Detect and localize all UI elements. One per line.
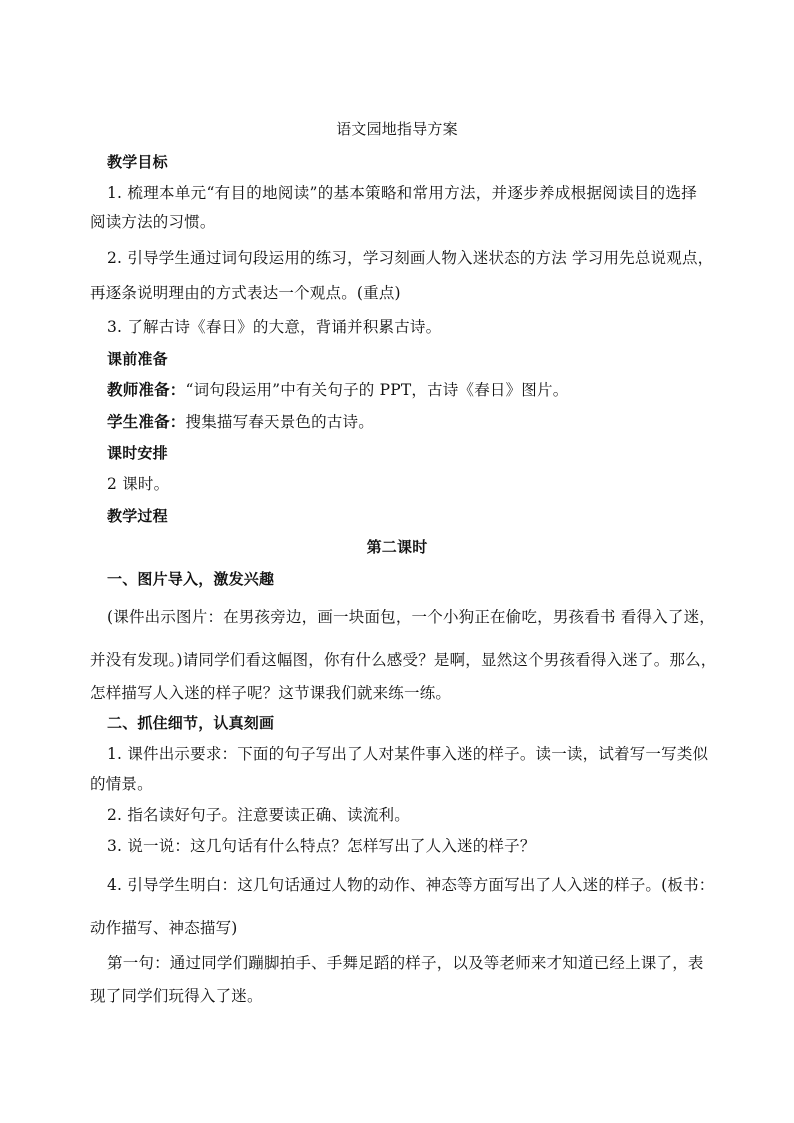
section-2-title: 二、抓住细节，认真刻画 bbox=[107, 714, 275, 732]
student-preparation bbox=[107, 412, 697, 432]
step-2: 2. 指名读好句子。注意要读正确、读流利。 bbox=[107, 806, 410, 824]
section-1-title: 一、图片导入，激发兴趣 bbox=[107, 570, 275, 588]
goal-3: 3. 了解古诗《春日》的大意，背诵并积累古诗。 bbox=[107, 318, 442, 336]
heading-schedule: 课时安排 bbox=[107, 444, 168, 462]
section-1-line-1: (课件出示图片：在男孩旁边，画一块面包，一个小狗正在偷吃，男孩看书 看得入了迷， bbox=[107, 608, 715, 626]
section-1-line-3: 怎样描写人入迷的样子呢？这节课我们就来练一练。 bbox=[90, 684, 452, 702]
document-title: 语文园地指导方案 bbox=[336, 120, 458, 138]
schedule-text: 2 课时。 bbox=[107, 475, 170, 493]
heading-teaching-process: 教学过程 bbox=[107, 507, 168, 525]
heading-preparation: 课前准备 bbox=[107, 350, 168, 368]
lesson-title: 第二课时 bbox=[366, 538, 428, 556]
section-1-line-2: 并没有发现。)请同学们看这幅图，你有什么感受？是啊，显然这个男孩看得入迷了。那么， bbox=[90, 651, 717, 669]
sentence-1-line-2: 现了同学们玩得入了迷。 bbox=[90, 987, 263, 1005]
goal-2-line-2: 再逐条说明理由的方式表达一个观点。(重点) bbox=[90, 284, 401, 302]
teacher-preparation bbox=[107, 380, 697, 400]
goal-2-line-1: 2. 引导学生通过词句段运用的练习，学习刻画人物入迷状态的方法 学习用先总说观点， bbox=[107, 249, 714, 267]
teacher-preparation-label: 教师准备： bbox=[107, 381, 186, 399]
student-preparation-text: 搜集描写春天景色的古诗。 bbox=[185, 413, 374, 431]
step-4-line-2: 动作描写、神态描写) bbox=[90, 919, 238, 937]
sentence-1-line-1: 第一句：通过同学们蹦脚拍手、手舞足蹈的样子，以及等老师来才知道已经上课了，表 bbox=[107, 954, 704, 972]
step-1-line-2: 的情景。 bbox=[90, 775, 153, 793]
goal-1-line-1: 1. 梳理本单元“有目的地阅读”的基本策略和常用方法，并逐步养成根据阅读目的选择 bbox=[107, 184, 697, 202]
goal-1-line-2: 阅读方法的习惯。 bbox=[90, 213, 216, 231]
step-3: 3. 说一说：这几句话有什么特点？怎样写出了人入迷的样子？ bbox=[107, 837, 536, 855]
student-preparation-label: 学生准备： bbox=[107, 413, 186, 431]
teacher-preparation-text: “词句段运用”中有关句子的 PPT，古诗《春日》图片。 bbox=[185, 381, 569, 399]
step-4-line-1: 4. 引导学生明白：这几句话通过人物的动作、神态等方面写出了人入迷的样子。(板书： bbox=[107, 876, 715, 894]
step-1-line-1: 1. 课件出示要求：下面的句子写出了人对某件事入迷的样子。读一读，试着写一写类似 bbox=[107, 745, 709, 763]
heading-teaching-goals: 教学目标 bbox=[107, 153, 168, 171]
